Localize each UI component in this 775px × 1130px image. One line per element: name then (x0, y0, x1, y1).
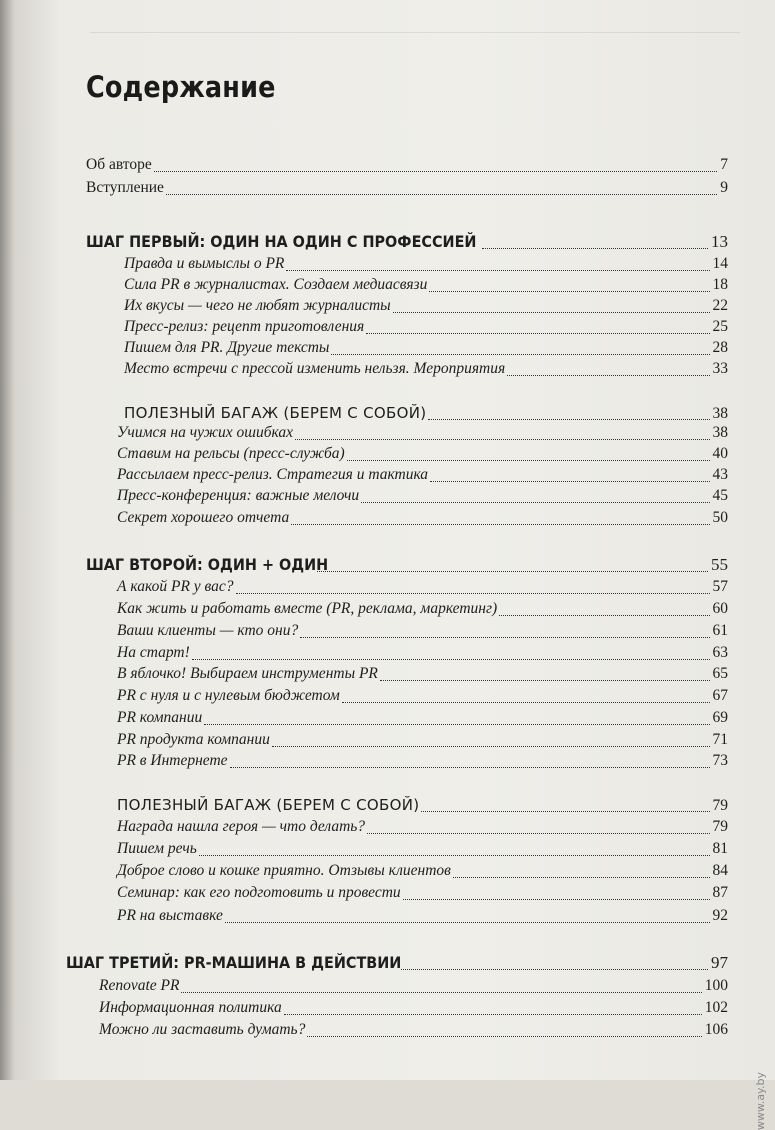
toc-entry[interactable] (124, 275, 728, 295)
dot-leader (367, 833, 709, 834)
toc-entry-label: Награда нашла героя — что делать? (117, 818, 366, 835)
toc-entry-page: 43 (712, 466, 728, 483)
toc-entry-label: Renovate PR (99, 977, 180, 994)
dot-leader (225, 922, 710, 923)
dot-leader (166, 194, 717, 195)
toc-entry-label: ПОЛЕЗНЫЙ БАГАЖ (БЕРЕМ С СОБОЙ) (117, 796, 420, 814)
toc-entry[interactable] (117, 465, 728, 485)
toc-entry[interactable] (99, 976, 728, 996)
toc-entry[interactable] (117, 883, 728, 903)
toc-entry-page: 38 (712, 405, 728, 422)
toc-entry-label: Правда и вымыслы о PR (124, 255, 285, 272)
toc-entry[interactable] (117, 817, 728, 837)
toc-entry-label: Сила PR в журналистах. Создаем медиасвязи (124, 276, 428, 293)
toc-entry-page: 65 (712, 665, 728, 682)
toc-entry-label: Об авторе (86, 156, 152, 173)
dot-leader (403, 899, 710, 900)
toc-entry-page: 73 (712, 752, 728, 769)
toc-entry-page: 71 (712, 731, 728, 748)
toc-entry-label: Доброе слово и кошке приятно. Отзывы клиентов (117, 862, 451, 879)
dot-leader (429, 291, 709, 292)
toc-entry-page: 84 (712, 862, 728, 879)
dot-leader (380, 680, 710, 681)
toc-entry[interactable] (117, 861, 728, 881)
dot-leader (393, 312, 710, 313)
toc-entry-label: Ваши клиенты — кто они? (117, 622, 299, 639)
toc-entry-page: 60 (712, 600, 728, 617)
toc-entry-page: 79 (712, 818, 728, 835)
toc-entry-label: Место встречи с прессой изменить нельзя. Мероприятия (124, 360, 506, 377)
toc-entry[interactable] (117, 664, 728, 684)
toc-entry-label: PR с нуля и с нулевым бюджетом (117, 687, 340, 704)
toc-entry-page: 61 (712, 622, 728, 639)
dot-leader (230, 767, 710, 768)
toc-section-heading[interactable] (86, 232, 728, 252)
toc-entry[interactable] (117, 444, 728, 464)
toc-entry-page: 79 (712, 797, 728, 814)
toc-subsection-heading[interactable] (124, 403, 728, 423)
toc-entry-page: 69 (712, 709, 728, 726)
toc-entry[interactable] (86, 155, 728, 175)
toc-entry-page: 22 (712, 297, 728, 314)
toc-entry-page: 97 (711, 953, 728, 972)
toc-entry-label: PR продукта компании (117, 731, 270, 748)
dot-leader (499, 615, 709, 616)
toc-entry[interactable] (117, 486, 728, 506)
toc-entry[interactable] (117, 708, 728, 728)
toc-entry-page: 87 (712, 884, 728, 901)
toc-entry[interactable] (99, 998, 728, 1018)
dot-leader (291, 524, 709, 525)
toc-entry[interactable] (117, 508, 728, 528)
toc-entry-page: 40 (712, 445, 728, 462)
dot-leader (347, 460, 710, 461)
dot-leader (181, 992, 701, 993)
dot-leader (286, 270, 709, 271)
toc-entry-label: Секрет хорошего отчета (117, 509, 290, 526)
dot-leader (366, 333, 709, 334)
toc-entry[interactable] (117, 686, 728, 706)
toc-entry[interactable] (99, 1020, 728, 1040)
watermark: www.ay.by (754, 1072, 767, 1130)
toc-entry-label: ШАГ ТРЕТИЙ: PR-МАШИНА В ДЕЙСТВИИ (66, 953, 402, 972)
dot-leader (507, 375, 709, 376)
toc-entry[interactable] (124, 254, 728, 274)
book-spine-shadow (0, 0, 14, 1080)
toc-entry-label: Можно ли заставить думать? (99, 1021, 306, 1038)
toc-entry-page: 28 (712, 339, 728, 356)
dot-leader (430, 481, 709, 482)
toc-entry-page: 102 (704, 999, 728, 1016)
toc-section-heading[interactable] (86, 555, 728, 575)
dot-leader (154, 171, 718, 172)
toc-entry-label: Вступление (86, 179, 164, 196)
toc-entry[interactable] (117, 643, 728, 663)
toc-entry-page: 9 (720, 179, 728, 196)
toc-entry-label: Пишем речь (117, 840, 197, 857)
dot-leader (192, 659, 710, 660)
toc-entry-label: PR компании (117, 709, 203, 726)
toc-entry-page: 81 (712, 840, 728, 857)
dot-leader (284, 1014, 702, 1015)
toc-entry-page: 92 (712, 907, 728, 924)
toc-entry-page: 38 (712, 424, 728, 441)
toc-entry[interactable] (117, 423, 728, 443)
dot-leader (331, 354, 709, 355)
dot-leader (199, 855, 710, 856)
toc-entry-label: Семинар: как его подготовить и провести (117, 884, 401, 901)
toc-entry[interactable] (124, 338, 728, 358)
toc-entry-page: 45 (712, 487, 728, 504)
toc-entry-page: 67 (712, 687, 728, 704)
dot-leader (342, 702, 710, 703)
toc-entry-label: PR на выставке (117, 907, 223, 924)
toc-entry-page: 25 (712, 318, 728, 335)
toc-entry-label: Информационная политика (99, 999, 282, 1016)
dot-leader (428, 419, 709, 420)
toc-entry[interactable] (117, 730, 728, 750)
toc-entry-label: На старт! (117, 644, 190, 661)
toc-entry-label: ПОЛЕЗНЫЙ БАГАЖ (БЕРЕМ С СОБОЙ) (124, 404, 427, 422)
toc-entry[interactable] (86, 178, 728, 198)
dot-leader (307, 1036, 701, 1037)
dot-leader (272, 746, 710, 747)
toc-section-heading[interactable] (66, 953, 728, 973)
toc-entry[interactable] (117, 839, 728, 859)
toc-entry[interactable] (124, 359, 728, 379)
toc-entry-page: 50 (712, 509, 728, 526)
toc-entry[interactable] (117, 599, 728, 619)
dot-leader (401, 969, 708, 970)
toc-entry-page: 13 (711, 232, 728, 251)
toc-entry-page: 57 (712, 578, 728, 595)
toc-entry-page: 7 (720, 156, 728, 173)
toc-entry-label: Пресс-релиз: рецепт приготовления (124, 318, 365, 335)
page-header-rule (90, 32, 740, 35)
toc-entry-label: А какой PR у вас? (117, 578, 234, 595)
dot-leader (317, 571, 708, 572)
toc-entry-label: Как жить и работать вместе (PR, реклама, маркетинг) (117, 600, 498, 617)
toc-entry-label: Пресс-конференция: важные мелочи (117, 487, 360, 504)
dot-leader (361, 502, 709, 503)
toc-entry-label: Рассылаем пресс-релиз. Стратегия и тактика (117, 466, 429, 483)
dot-leader (295, 439, 709, 440)
toc-entry-page: 33 (712, 360, 728, 377)
toc-subsection-heading[interactable] (117, 795, 728, 815)
toc-entry-page: 55 (711, 555, 728, 574)
toc-entry-page: 18 (712, 276, 728, 293)
toc-entry-label: Их вкусы — чего не любят журналисты (124, 297, 391, 314)
dot-leader (453, 877, 710, 878)
toc-entry-label: Ставим на рельсы (пресс-служба) (117, 445, 345, 462)
toc-entry-page: 14 (712, 255, 728, 272)
toc-entry[interactable] (124, 317, 728, 337)
toc-entry-label: ШАГ ВТОРОЙ: ОДИН + ОДИН (86, 555, 329, 574)
toc-entry[interactable] (124, 296, 728, 316)
toc-entry-label: Пишем для PR. Другие тексты (124, 339, 330, 356)
dot-leader (421, 811, 709, 812)
toc-entry-page: 63 (712, 644, 728, 661)
toc-entry[interactable] (117, 751, 728, 771)
dot-leader (482, 248, 708, 249)
toc-entry-page: 106 (704, 1021, 728, 1038)
dot-leader (204, 724, 709, 725)
toc-entry-label: ШАГ ПЕРВЫЙ: ОДИН НА ОДИН С ПРОФЕССИЕЙ (86, 232, 477, 251)
toc-entry-page: 100 (704, 977, 728, 994)
toc-entry[interactable] (117, 577, 728, 597)
toc-entry[interactable] (117, 906, 728, 926)
toc-entry-label: В яблочко! Выбираем инструменты PR (117, 665, 378, 682)
dot-leader (300, 637, 709, 638)
toc-entry-label: Учимся на чужих ошибках (117, 424, 294, 441)
page-title: Содержание (86, 70, 276, 104)
toc-entry-label: PR в Интернете (117, 752, 228, 769)
toc-entry[interactable] (117, 621, 728, 641)
dot-leader (236, 593, 710, 594)
